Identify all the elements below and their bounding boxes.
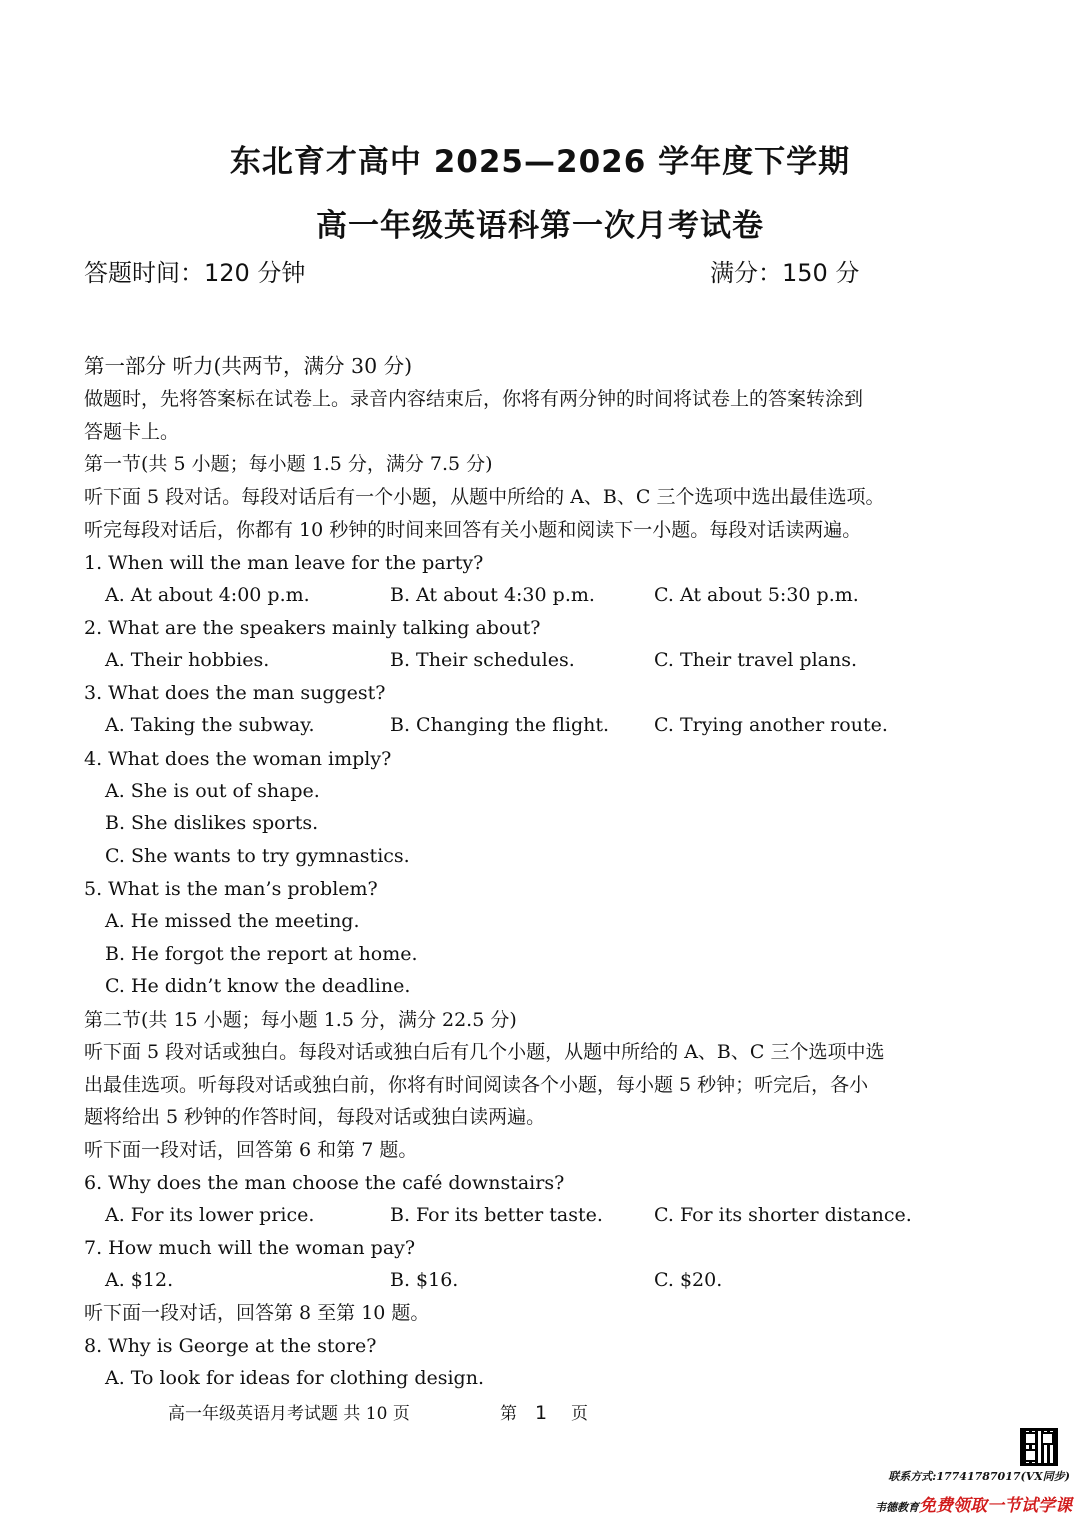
question-3-stem: 3. What does the man suggest? bbox=[84, 682, 386, 704]
question-1-option-b: B. At about 4:30 p.m. bbox=[390, 584, 595, 606]
footer-paper-info: 高一年级英语月考试题 共 10 页 bbox=[168, 1404, 410, 1424]
exam-duration: 答题时间：120 分钟 bbox=[84, 259, 306, 287]
question-6-option-a: A. For its lower price. bbox=[105, 1204, 315, 1226]
question-4-stem: 4. What does the woman imply? bbox=[84, 748, 392, 770]
question-2-option-a: A. Their hobbies. bbox=[105, 649, 270, 671]
question-4-option-c: C. She wants to try gymnastics. bbox=[105, 845, 410, 867]
question-6-option-c: C. For its shorter distance. bbox=[654, 1204, 912, 1226]
question-5-option-b: B. He forgot the report at home. bbox=[105, 943, 418, 965]
question-8-option-a: A. To look for ideas for clothing design. bbox=[105, 1367, 484, 1389]
question-6-option-b: B. For its better taste. bbox=[390, 1204, 603, 1226]
exam-title-line2: 高一年级英语科第一次月考试卷 bbox=[316, 208, 764, 244]
exam-total-score: 满分：150 分 bbox=[710, 259, 860, 287]
exam-title-line1: 东北育才高中 2025—2026 学年度下学期 bbox=[229, 144, 851, 180]
question-3-option-a: A. Taking the subway. bbox=[105, 714, 315, 736]
question-8-stem: 8. Why is George at the store? bbox=[84, 1335, 377, 1357]
section2-instruction-end: 题将给出 5 秒钟的作答时间，每段对话或独白读两遍。 bbox=[84, 1106, 546, 1128]
question-7-option-b: B. $16. bbox=[390, 1269, 459, 1291]
section2-instruction: 听下面 5 段对话或独白。每段对话或独白后有几个小题，从题中所给的 A、B、C 三个选项中选 bbox=[84, 1041, 885, 1063]
question-6-stem: 6. Why does the man choose the café downstairs? bbox=[84, 1172, 565, 1194]
section1-instruction: 听下面 5 段对话。每段对话后有一个小题，从题中所给的 A、B、C 三个选项中选出最佳选项。 bbox=[84, 486, 885, 508]
section1-instruction-cont: 听完每段对话后，你都有 10 秒钟的时间来回答有关小题和阅读下一小题。每段对话读两遍。 bbox=[84, 519, 862, 541]
watermark-contact: 联系方式:17741787017(VX同步) bbox=[888, 1470, 1070, 1483]
question-5-option-a: A. He missed the meeting. bbox=[105, 910, 360, 932]
footer-page-suffix: 页 bbox=[571, 1404, 588, 1424]
question-4-option-a: A. She is out of shape. bbox=[105, 780, 320, 802]
question-2-stem: 2. What are the speakers mainly talking about? bbox=[84, 617, 541, 639]
qr-code-icon bbox=[1020, 1428, 1058, 1466]
question-5-stem: 5. What is the man’s problem? bbox=[84, 878, 378, 900]
section2-instruction-cont: 出最佳选项。听每段对话或独白前，你将有时间阅读各个小题，每小题 5 秒钟；听完后，各小 bbox=[84, 1074, 869, 1096]
part1-instruction-cont: 答题卡上。 bbox=[84, 421, 180, 443]
part1-instruction: 做题时，先将答案标在试卷上。录音内容结束后，你将有两分钟的时间将试卷上的答案转涂到 bbox=[84, 388, 864, 410]
watermark-promo bbox=[875, 1491, 1072, 1516]
question-2-option-c: C. Their travel plans. bbox=[654, 649, 858, 671]
question-3-option-b: B. Changing the flight. bbox=[390, 714, 610, 736]
question-1-stem: 1. When will the man leave for the party? bbox=[84, 552, 484, 574]
part1-heading: 第一部分 听力(共两节，满分 30 分) bbox=[84, 354, 413, 378]
question-2-option-b: B. Their schedules. bbox=[390, 649, 575, 671]
question-7-option-a: A. $12. bbox=[105, 1269, 174, 1291]
question-7-stem: 7. How much will the woman pay? bbox=[84, 1237, 416, 1259]
section1-heading: 第一节(共 5 小题；每小题 1.5 分，满分 7.5 分) bbox=[84, 453, 493, 475]
question-3-option-c: C. Trying another route. bbox=[654, 714, 888, 736]
watermark-brand: 韦德教育 bbox=[875, 1501, 919, 1514]
footer-page-prefix: 第 bbox=[500, 1404, 517, 1424]
question-1-option-a: A. At about 4:00 p.m. bbox=[105, 584, 310, 606]
page-number: 1 bbox=[535, 1402, 548, 1424]
question-1-option-c: C. At about 5:30 p.m. bbox=[654, 584, 859, 606]
question-7-option-c: C. $20. bbox=[654, 1269, 723, 1291]
question-5-option-c: C. He didn’t know the deadline. bbox=[105, 975, 411, 997]
question-4-option-b: B. She dislikes sports. bbox=[105, 812, 319, 834]
group-6-7-instruction: 听下面一段对话，回答第 6 和第 7 题。 bbox=[84, 1139, 418, 1161]
group-8-10-instruction: 听下面一段对话，回答第 8 至第 10 题。 bbox=[84, 1302, 430, 1324]
section2-heading: 第二节(共 15 小题；每小题 1.5 分，满分 22.5 分) bbox=[84, 1009, 517, 1031]
watermark-promo-text: 免费领取一节试学课 bbox=[919, 1496, 1072, 1516]
